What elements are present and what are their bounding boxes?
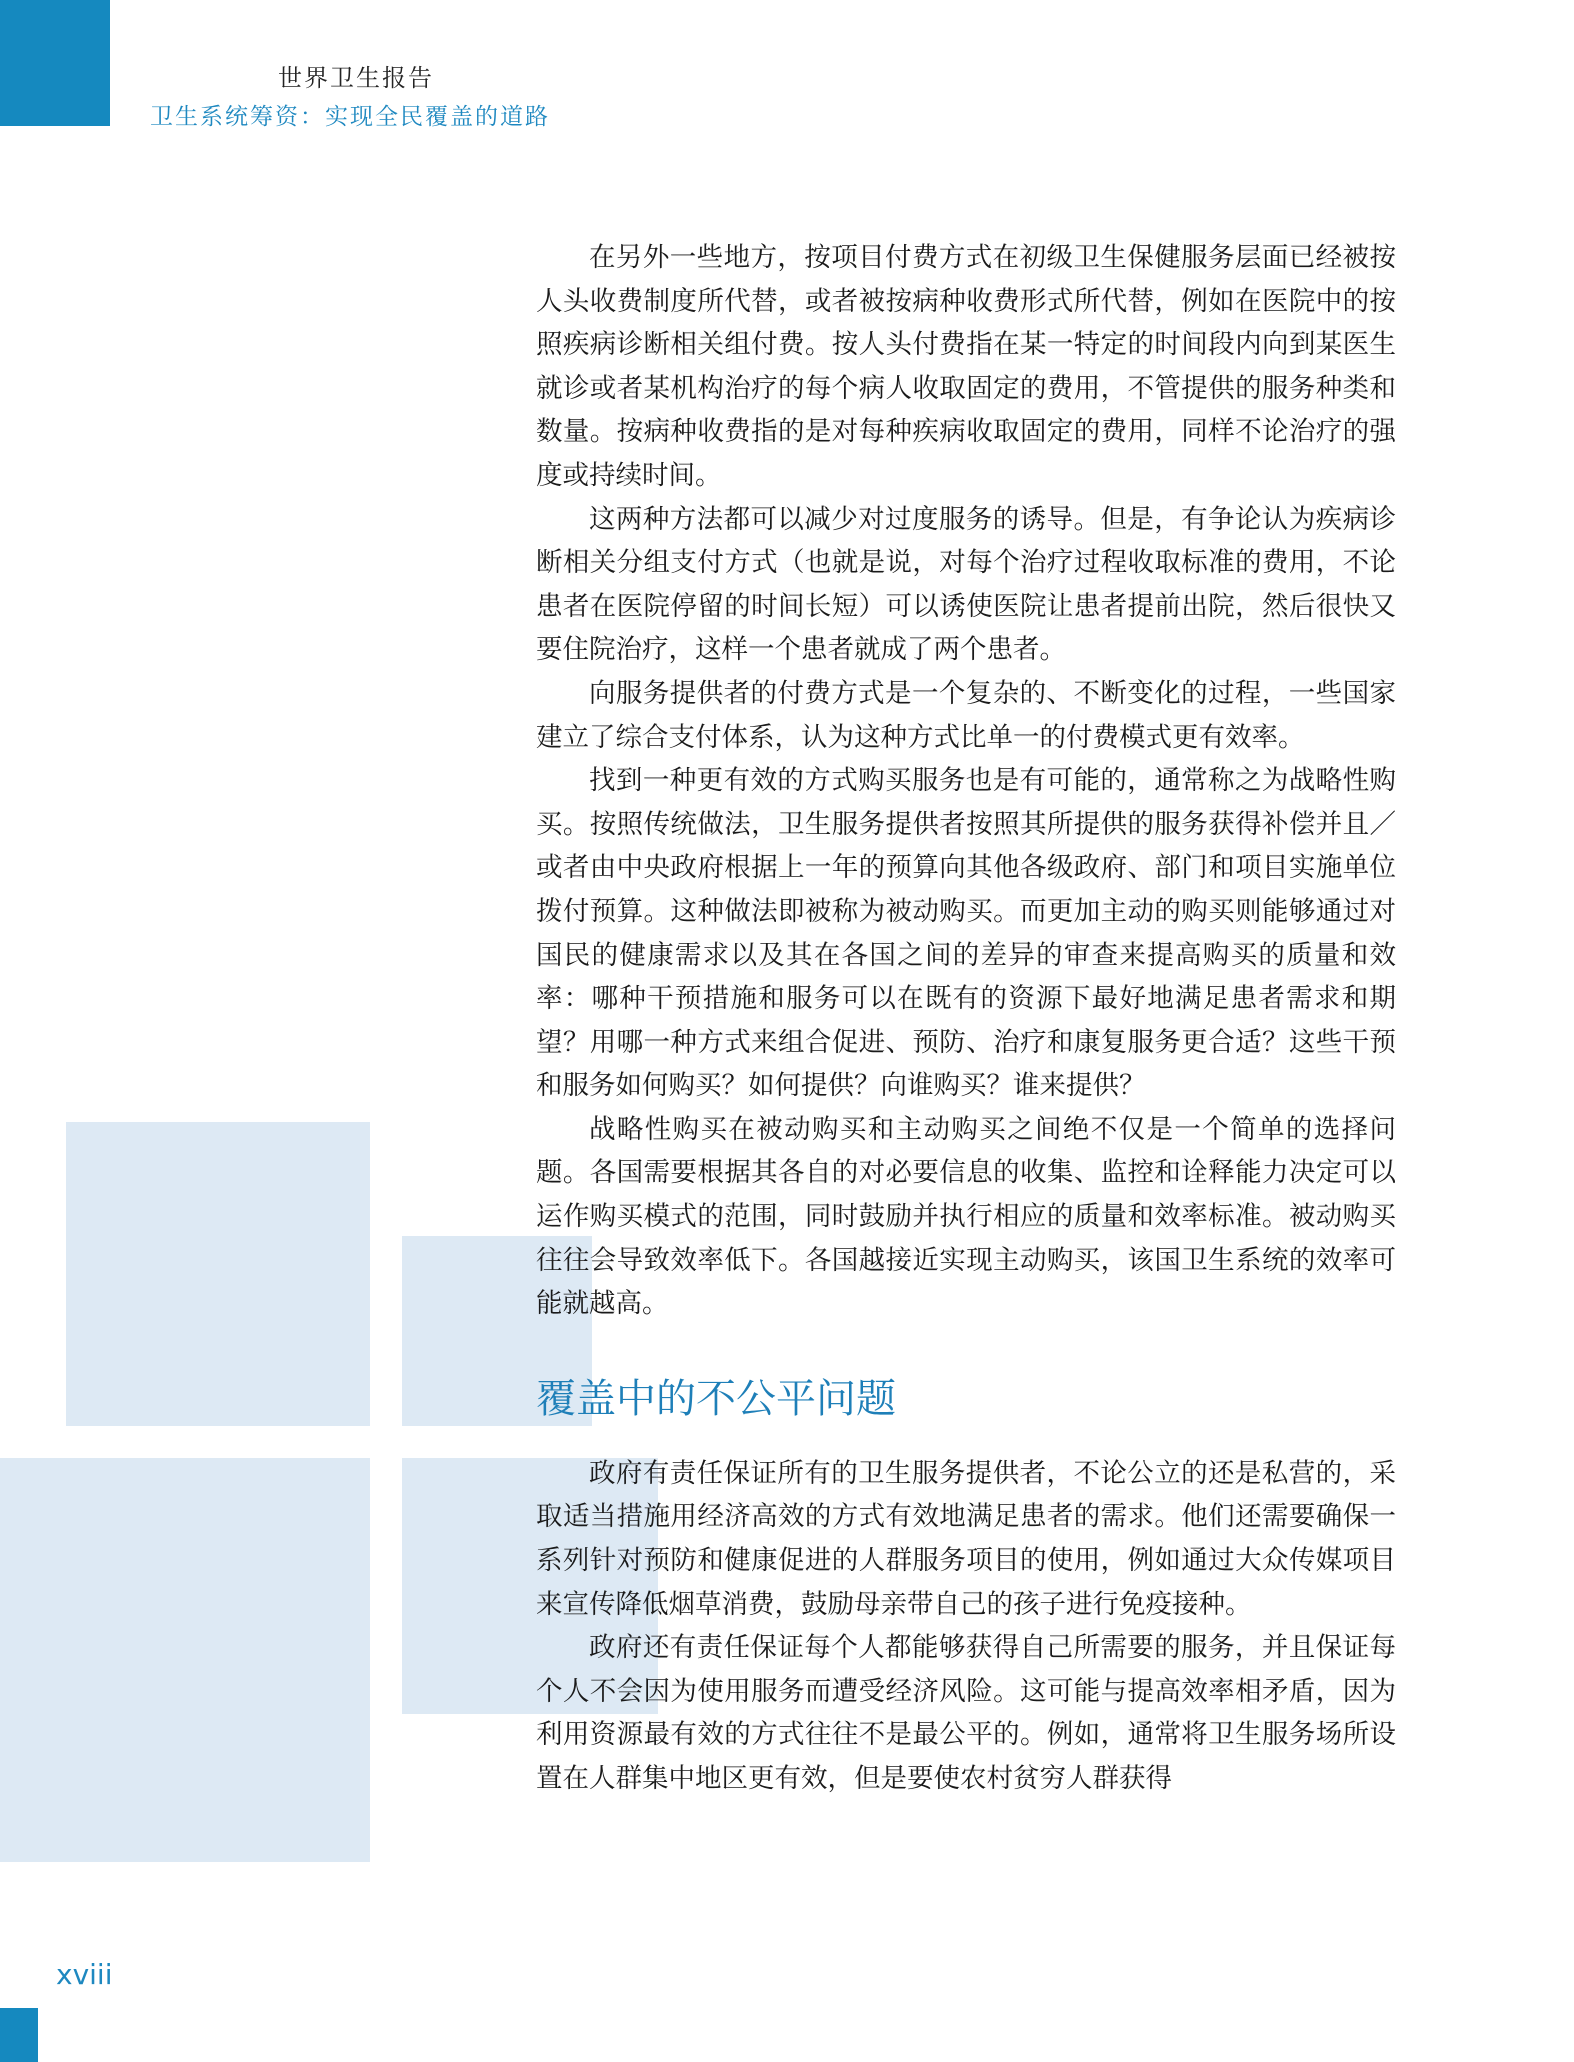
header-color-block: [0, 0, 110, 126]
body-paragraph: 这两种方法都可以减少对过度服务的诱导。但是，有争论认为疾病诊断相关分组支付方式（也就是说，对每个治疗过程收取标准的费用，不论患者在医院停留的时间长短）可以诱使医院让患者提前出院，然后很快又要住院治疗，这样一个患者就成了两个患者。: [536, 503, 1396, 666]
decorative-square: [66, 1122, 370, 1426]
page-number: xviii: [56, 1958, 113, 1991]
body-paragraph: 向服务提供者的付费方式是一个复杂的、不断变化的过程，一些国家建立了综合支付体系，认为这种方式比单一的付费模式更有效率。: [536, 677, 1396, 753]
body-paragraph: 战略性购买在被动购买和主动购买之间绝不仅是一个简单的选择问题。各国需要根据其各自的对必要信息的收集、监控和诠释能力决定可以运作购买模式的范围，同时鼓励并执行相应的质量和效率标准。被动购买往往会导致效率低下。各国越接近实现主动购买，该国卫生系统的效率可能就越高。: [536, 1113, 1396, 1320]
main-content: [536, 236, 1396, 1801]
body-paragraph: 政府有责任保证所有的卫生服务提供者，不论公立的还是私营的，采取适当措施用经济高效的方式有效地满足患者的需求。他们还需要确保一系列针对预防和健康促进的人群服务项目的使用，例如通过大众传媒项目来宣传降低烟草消费，鼓励母亲带自己的孩子进行免疫接种。: [536, 1457, 1396, 1620]
decorative-square: [0, 1458, 370, 1862]
report-subtitle: 卫生系统筹资：实现全民覆盖的道路: [150, 104, 550, 130]
footer-color-block: [0, 2008, 38, 2062]
section-heading: 覆盖中的不公平问题: [536, 1375, 896, 1422]
body-paragraph: 政府还有责任保证每个人都能够获得自己所需要的服务，并且保证每个人不会因为使用服务而遭受经济风险。这可能与提高效率相矛盾，因为利用资源最有效的方式往往不是最公平的。例如，通常将卫生服务场所设置在人群集中地区更有效，但是要使农村贫穷人群获得: [536, 1632, 1396, 1794]
body-paragraph: 找到一种更有效的方式购买服务也是有可能的，通常称之为战略性购买。按照传统做法，卫生服务提供者按照其所提供的服务获得补偿并且／或者由中央政府根据上一年的预算向其他各级政府、部门和项目实施单位拨付预算。这种做法即被称为被动购买。而更加主动的购买则能够通过对国民的健康需求以及其在各国之间的差异的审查来提高购买的质量和效率：哪种干预措施和服务可以在既有的资源下最好地满足患者需求和期望？用哪一种方式来组合促进、预防、治疗和康复服务更合适？这些干预和服务如何购买？如何提供？向谁购买？谁来提供？: [536, 765, 1396, 1102]
report-title: 世界卫生报告: [278, 64, 434, 92]
body-paragraph: 在另外一些地方，按项目付费方式在初级卫生保健服务层面已经被按人头收费制度所代替，或者被按病种收费形式所代替，例如在医院中的按照疾病诊断相关组付费。按人头付费指在某一特定的时间段内向到某医生就诊或者某机构治疗的每个病人收取固定的费用，不管提供的服务种类和数量。按病种收费指的是对每种疾病收取固定的费用，同样不论治疗的强度或持续时间。: [536, 242, 1396, 491]
